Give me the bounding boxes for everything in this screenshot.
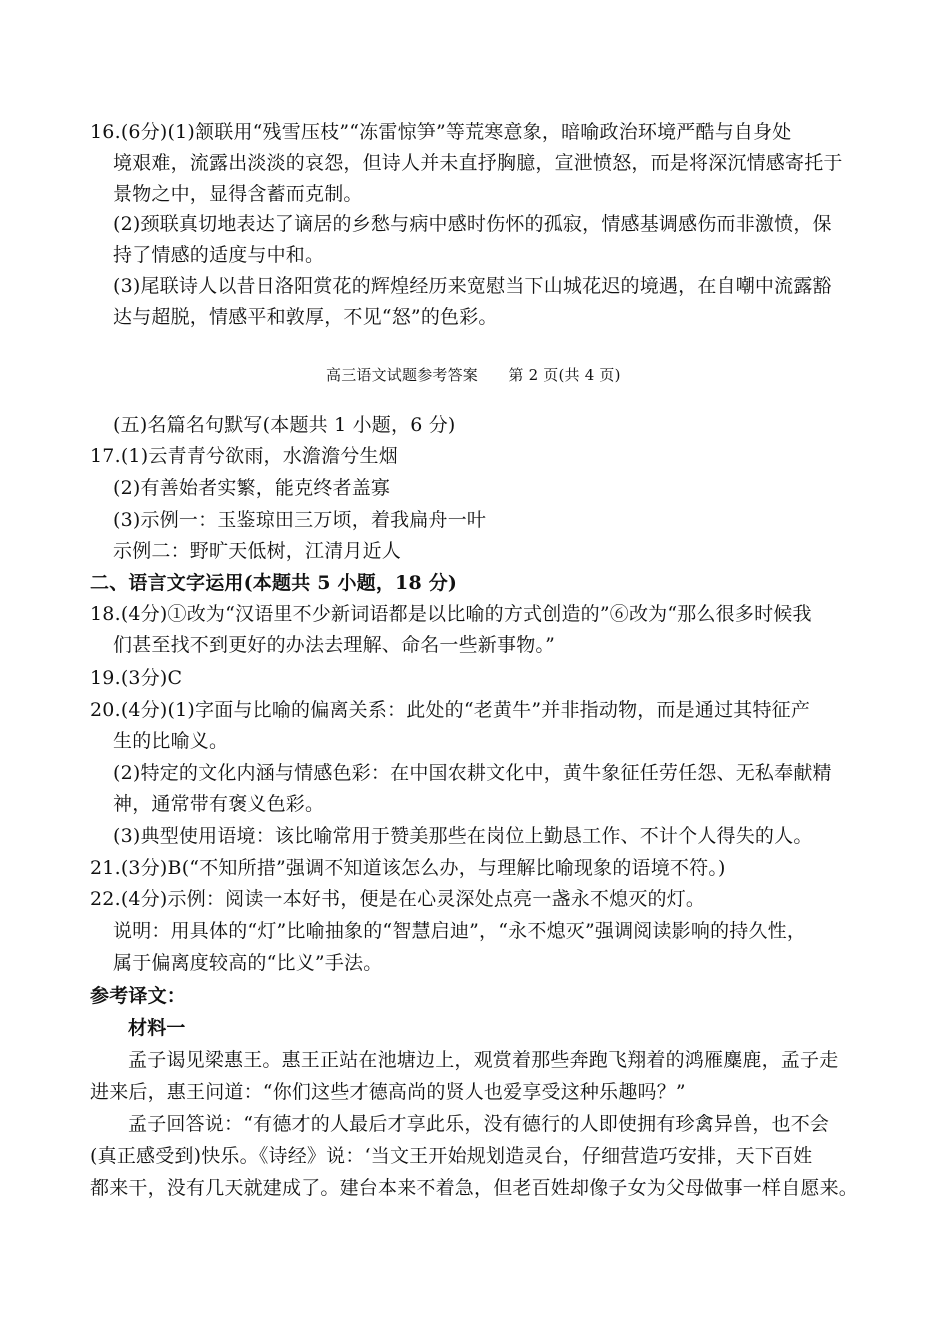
q17-line-2: (2)有善始者实繁，能克终者盖寡 (113, 477, 391, 499)
translation-p2-line-2: (真正感受到)快乐。《诗经》说：‘当文王开始规划造灵台，仔细营造巧安排，天下百姓 (90, 1145, 813, 1167)
q17-line-1: 17.(1)云青青兮欲雨，水澹澹兮生烟 (90, 445, 398, 467)
translation-p2-line-3: 都来干，没有几天就建成了。建台本来不着急，但老百姓却像子女为父母做事一样自愿来。 (90, 1177, 859, 1199)
q17-line-4: 示例二：野旷天低树，江清月近人 (113, 540, 402, 562)
q20-line-2: 生的比喻义。 (113, 730, 229, 752)
q16-line-1: 16.(6分)(1)颔联用“残雪压枝”“冻雷惊笋”等荒寒意象，暗喻政治环境严酷与自身处 (90, 121, 792, 143)
q22-line-3: 属于偏离度较高的“比义”手法。 (113, 952, 383, 974)
q16-line-2: 境艰难，流露出淡淡的哀怨，但诗人并未直抒胸臆，宣泄愤怒，而是将深沉情感寄托于 (113, 152, 843, 174)
q18-line-1: 18.(4分)①改为“汉语里不少新词语都是以比喻的方式创造的”⑥改为“那么很多时候我 (90, 603, 812, 625)
translation-p2-line-1: 孟子回答说：“有德才的人最后才享此乐，没有德行的人即使拥有珍禽异兽，也不会 (128, 1113, 830, 1135)
q22-line-1: 22.(4分)示例：阅读一本好书，便是在心灵深处点亮一盏永不熄灭的灯。 (90, 888, 706, 910)
q21-line: 21.(3分)B(“不知所措”强调不知道该怎么办，与理解比喻现象的语境不符。) (90, 857, 726, 879)
q22-line-2: 说明：用具体的“灯”比喻抽象的“智慧启迪”，“永不熄灭”强调阅读影响的持久性， (113, 920, 807, 942)
part-2-heading: 二、语言文字运用(本题共 5 小题，18 分) (90, 572, 458, 594)
q16-line-6: (3)尾联诗人以昔日洛阳赏花的辉煌经历来宽慰当下山城花迟的境遇，在自嘲中流露豁 (113, 275, 832, 297)
translation-heading: 参考译文： (90, 985, 187, 1007)
translation-p1-line-2: 进来后，惠王问道：“你们这些才德高尚的贤人也爱享受这种乐趣吗？” (90, 1081, 686, 1103)
q16-line-5: 持了情感的适度与中和。 (113, 244, 325, 266)
q20-line-1: 20.(4分)(1)字面与比喻的偏离关系：此处的“老黄牛”并非指动物，而是通过其特征产 (90, 699, 811, 721)
q20-line-4: 神，通常带有褒义色彩。 (113, 793, 325, 815)
q16-line-4: (2)颈联真切地表达了谪居的乡愁与病中感时伤怀的孤寂，情感基调感伤而非激愤，保 (113, 213, 832, 235)
page-footer: 高三语文试题参考答案 第 2 页(共 4 页) (326, 366, 621, 384)
q20-line-3: (2)特定的文化内涵与情感色彩：在中国农耕文化中，黄牛象征任劳任怨、无私奉献精 (113, 762, 832, 784)
q20-line-5: (3)典型使用语境：该比喻常用于赞美那些在岗位上勤恳工作、不计个人得失的人。 (113, 825, 813, 847)
q17-line-3: (3)示例一：玉鉴琼田三万顷，着我扁舟一叶 (113, 509, 487, 531)
translation-p1-line-1: 孟子谒见梁惠王。惠王正站在池塘边上，观赏着那些奔跑飞翔着的鸿雁麋鹿，孟子走 (128, 1049, 839, 1071)
section-5-heading: (五)名篇名句默写(本题共 1 小题，6 分) (113, 414, 456, 436)
q19-line: 19.(3分)C (90, 667, 183, 689)
q16-line-3: 景物之中，显得含蓄而克制。 (113, 183, 363, 205)
q16-line-7: 达与超脱，情感平和敦厚，不见“怒”的色彩。 (113, 306, 498, 328)
material-1-heading: 材料一 (128, 1017, 186, 1039)
q18-line-2: 们甚至找不到更好的办法去理解、命名一些新事物。” (113, 634, 556, 656)
